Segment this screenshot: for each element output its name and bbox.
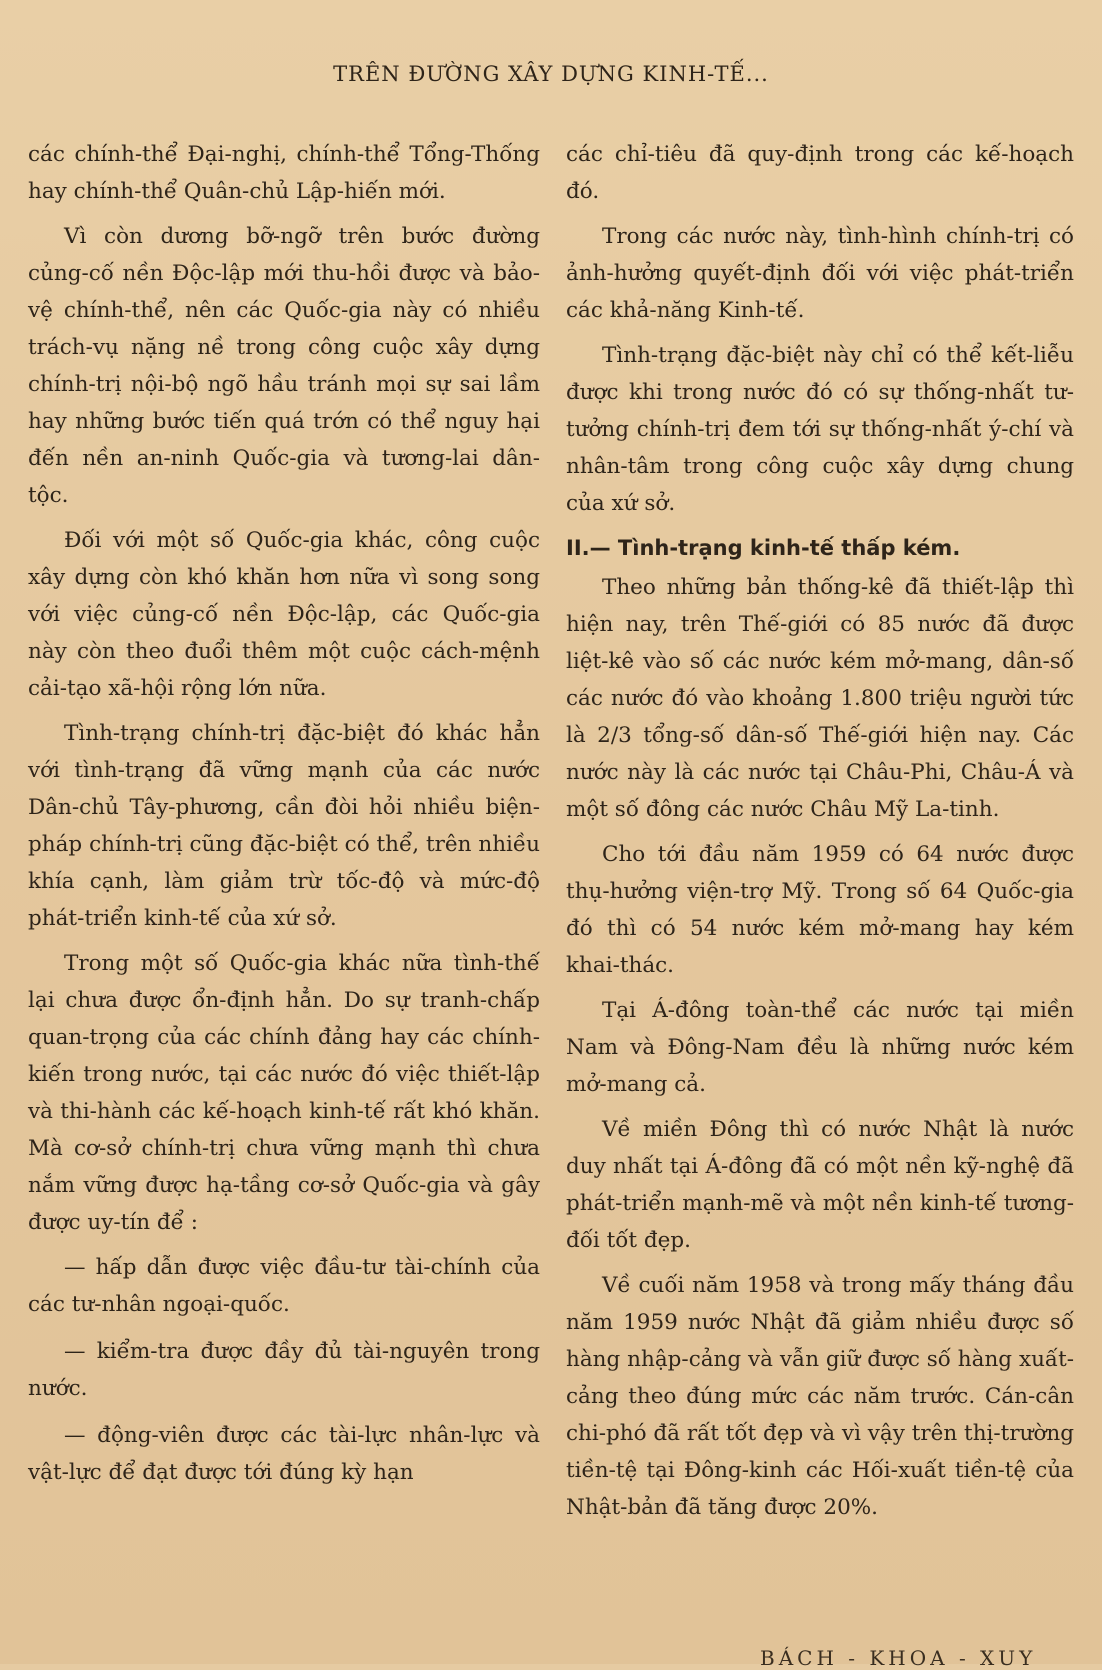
list-item: — kiểm-tra được đầy đủ tài-nguyên trong nước.	[28, 1339, 540, 1401]
paragraph: Trong các nước này, tình-hình chính-trị có ảnh-hưởng quyết-định đối với việc phát-triển các khả-năng Kinh-tế.	[566, 224, 1074, 323]
paragraph: Trong một số Quốc-gia khác nữa tình-thế lại chưa được ổn-định hẳn. Do sự tranh-chấp quan-trọng của các chính đảng hay các chính-kiến trong nước, tại các nước đó việc thiết-lập và thi-hành các kế-hoạch kinh-tế rất khó khăn. Mà cơ-sở chính-trị chưa vững mạnh thì chưa nắm vững được hạ-tầng cơ-sở Quốc-gia và gây được uy-tín để :	[28, 951, 540, 1235]
list-item: — hấp dẫn được việc đầu-tư tài-chính của các tư-nhân ngoại-quốc.	[28, 1255, 540, 1317]
paragraph: Cho tới đầu năm 1959 có 64 nước được thụ-hưởng viện-trợ Mỹ. Trong số 64 Quốc-gia đó thì có 54 nước kém mở-mang hay kém khai-thác.	[566, 842, 1074, 978]
footer-publication-name: BÁCH - KHOA - XUY	[760, 1646, 1037, 1670]
paragraph: các chính-thể Đại-nghị, chính-thể Tổng-Thống hay chính-thể Quân-chủ Lập-hiến mới.	[28, 142, 540, 204]
paragraph: các chỉ-tiêu đã quy-định trong các kế-hoạch đó.	[566, 142, 1074, 204]
paragraph: Tình-trạng đặc-biệt này chỉ có thể kết-liễu được khi trong nước đó có sự thống-nhất tư-tưởng chính-trị đem tới sự thống-nhất ý-chí và nhân-tâm trong công cuộc xây dựng chung của xứ sở.	[566, 343, 1074, 516]
paragraph: Tại Á-đông toàn-thể các nước tại miền Nam và Đông-Nam đều là những nước kém mở-mang cả.	[566, 998, 1074, 1097]
paragraph: Vì còn dương bỡ-ngỡ trên bước đường củng-cố nền Độc-lập mới thu-hồi được và bảo-vệ chính-thể, nên các Quốc-gia này có nhiều trách-vụ nặng nề trong công cuộc xây dựng chính-trị nội-bộ ngõ hầu tránh mọi sự sai lầm hay những bước tiến quá trớn có thể nguy hại đến nền an-ninh Quốc-gia và tương-lai dân-tộc.	[28, 224, 540, 508]
paragraph: Về miền Đông thì có nước Nhật là nước duy nhất tại Á-đông đã có một nền kỹ-nghệ đã phát-triển mạnh-mẽ và một nền kinh-tế tương-đối tốt đẹp.	[566, 1117, 1074, 1253]
paragraph: Theo những bản thống-kê đã thiết-lập thì hiện nay, trên Thế-giới có 85 nước đã được liệt-kê vào số các nước kém mở-mang, dân-số các nước đó vào khoảng 1.800 triệu người tức là 2/3 tổng-số dân-số Thế-giới hiện nay. Các nước này là các nước tại Châu-Phi, Châu-Á và một số đông các nước Châu Mỹ La-tinh.	[566, 575, 1074, 822]
right-column	[566, 136, 1074, 1534]
paragraph: Tình-trạng chính-trị đặc-biệt đó khác hẳn với tình-trạng đã vững mạnh của các nước Dân-chủ Tây-phương, cần đòi hỏi nhiều biện-pháp chính-trị cũng đặc-biệt có thể, trên nhiều khía cạnh, làm giảm trừ tốc-độ và mức-độ phát-triển kinh-tế của xứ sở.	[28, 721, 540, 931]
paragraph: Về cuối năm 1958 và trong mấy tháng đầu năm 1959 nước Nhật đã giảm nhiều được số hàng nhập-cảng và vẫn giữ được số hàng xuất-cảng theo đúng mức các năm trước. Cán-cân chi-phó đã rất tốt đẹp và vì vậy trên thị-trường tiền-tệ tại Đông-kinh các Hối-xuất tiền-tệ của Nhật-bản đã tăng được 20%.	[566, 1273, 1074, 1520]
paragraph: Đối với một số Quốc-gia khác, công cuộc xây dựng còn khó khăn hơn nữa vì song song với việc củng-cố nền Độc-lập, các Quốc-gia này còn theo đuổi thêm một cuộc cách-mệnh cải-tạo xã-hội rộng lớn nữa.	[28, 528, 540, 701]
section-heading: II.— Tình-trạng kinh-tế thấp kém.	[566, 536, 961, 560]
left-column	[28, 136, 540, 1501]
list-item: — động-viên được các tài-lực nhân-lực và vật-lực để đạt được tới đúng kỳ hạn	[28, 1423, 540, 1485]
running-title: TRÊN ĐƯỜNG XÂY DỰNG KINH-TẾ...	[333, 62, 769, 86]
